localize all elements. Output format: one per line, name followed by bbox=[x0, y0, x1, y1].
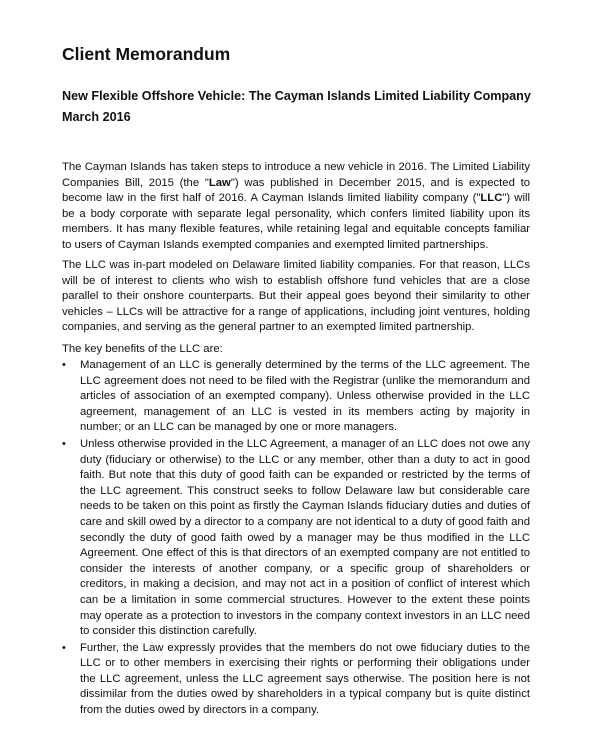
bullet-icon: • bbox=[62, 437, 66, 450]
intro-text-part-3: ") will be a body corporate with separate legal personality, which confers limited liability upon its members. It has many flexible features, while retaining legal and equitable concepts familiar to users of Cayman Islands exempted companies and exempted limited partnerships. bbox=[62, 192, 530, 251]
bullet-icon: • bbox=[62, 641, 66, 654]
document-date: March 2016 bbox=[62, 110, 131, 124]
list-item-text: Management of an LLC is generally determined by the terms of the LLC agreement. The LLC agreement does not need to be filed with the Registrar (unlike the memorandum and articles of association of an exempted company). Unless otherwise provided in the LLC agreement, management of an LLC is vested in its members acting by majority in number; or an LLC can be managed by one or more managers. bbox=[80, 359, 530, 434]
delaware-paragraph: The LLC was in-part modeled on Delaware limited liability companies. For that reason, LLCs will be of interest to clients who wish to establish offshore fund vehicles that are a close parallel to their onshore counterparts. But their appeal goes beyond their similarity to other vehicles – LLCs will be attractive for a range of applications, including joint ventures, holding companies, and serving as the general partner to an exempted limited partnership. bbox=[62, 259, 530, 334]
key-benefits-intro: The key benefits of the LLC are: bbox=[62, 343, 223, 355]
llc-term: LLC bbox=[480, 192, 503, 205]
list-item bbox=[62, 437, 530, 640]
law-term: Law bbox=[208, 176, 231, 189]
benefits-list bbox=[62, 358, 530, 720]
document-subtitle: New Flexible Offshore Vehicle: The Cayman Islands Limited Liability Company bbox=[62, 89, 531, 103]
intro-text-part-2: ") was published in December 2015, and is expected to become law in the first half of 2016. A Cayman Islands limited liability company (" bbox=[62, 176, 530, 205]
list-item bbox=[62, 641, 530, 719]
bullet-icon: • bbox=[62, 359, 66, 371]
intro-text-part-1: The Cayman Islands has taken steps to introduce a new vehicle in 2016. The Limited Liability Companies Bill, 2015 (the " bbox=[62, 161, 530, 189]
list-item-text: Further, the Law expressly provides that the members do not owe fiduciary duties to the LLC or to other members in exercising their rights or performing their obligations under the LLC agreement, unless the LLC agreement says otherwise. The position here is not dissimilar from the duties owed by shareholders in a typical company but is quite distinct from the duties owed by directors in a company. bbox=[80, 641, 530, 717]
list-item-text: Unless otherwise provided in the LLC Agreement, a manager of an LLC does not owe any duty (fiduciary or otherwise) to the LLC or any member, other than a duty to act in good faith. But note that this duty of good faith can be expanded or restricted by the terms of the LLC agreement. This construct seeks to follow Delaware law but considerable care needs to be taken on this point as firstly the Cayman Islands fiduciary duties and duties of care and skill owed by a director to a company are not identical to a duty of good faith and secondly the duty of good faith owed by a manager may be thus modified in the LLC Agreement. One effect of this is that directors of an exempted company are not entitled to consider the interests of another company, or a specific group of shareholders or creditors, in making a decision, and may not act in a position of conflict of interest which can be a limitation in some commercial structures. However to the extent these points may operate as a protection to investors in the company context investors in an LLC need to consider this distinction carefully. bbox=[80, 437, 530, 638]
list-item bbox=[62, 358, 530, 436]
intro-paragraph bbox=[62, 160, 530, 254]
document-title: Client Memorandum bbox=[62, 44, 231, 64]
